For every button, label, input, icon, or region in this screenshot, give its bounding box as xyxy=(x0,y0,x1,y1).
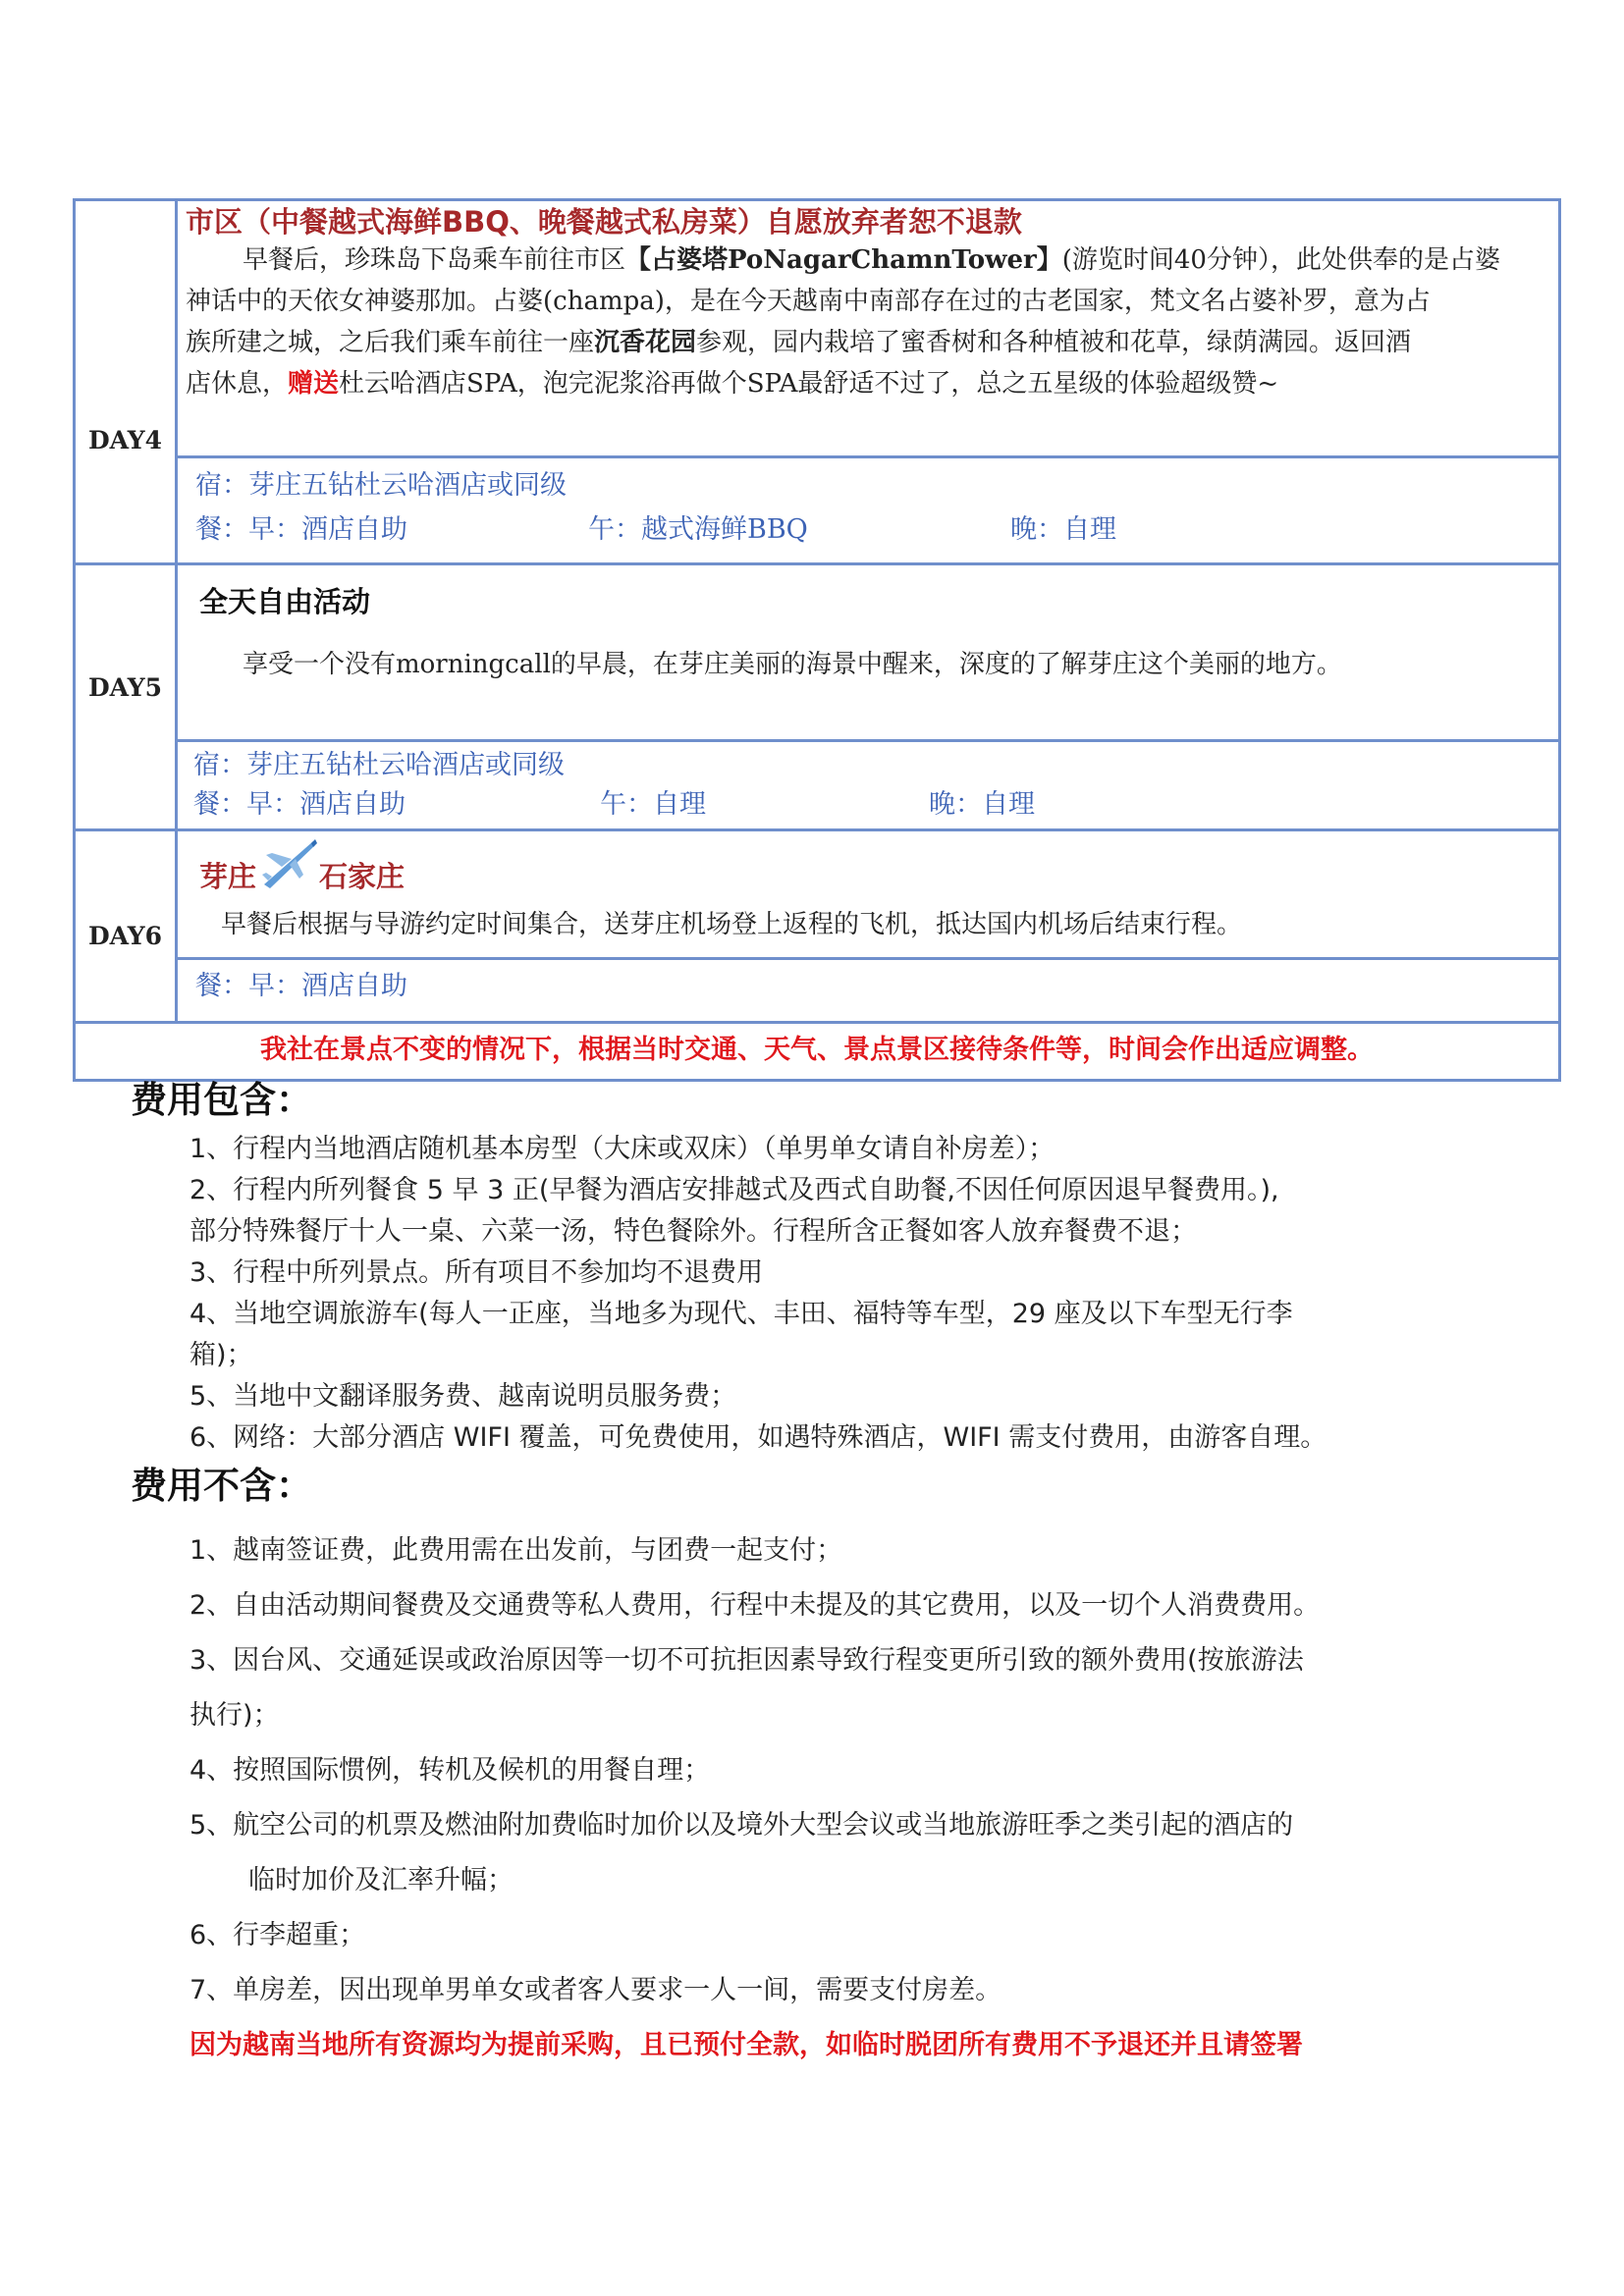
list-item: 3、因台风、交通延误或政治原因等一切不可抗拒因素导致行程变更所引致的额外费用(按旅游法 xyxy=(189,1645,1304,1676)
list-item: 1、行程内当地酒店随机基本房型（大床或双床）（单男单女请自补房差）； xyxy=(189,1134,1056,1164)
attraction-name: 【占婆塔PoNagarChamnTower】 xyxy=(625,245,1062,275)
paragraph-text: 族所建之城，之后我们乘车前往一座 xyxy=(186,328,595,357)
day-title: 全天自由活动 xyxy=(199,585,371,618)
accommodation-meals xyxy=(178,960,1558,1018)
attraction-name: 沉香花园 xyxy=(594,328,697,357)
itinerary-table xyxy=(73,198,1561,1082)
gift-label: 赠送 xyxy=(288,369,340,399)
paragraph-text: 早餐后根据与导游约定时间集合，送芽庄机场登上返程的飞机，抵达国内机场后结束行程。 xyxy=(221,910,1243,939)
itinerary-row-day6 xyxy=(76,831,1558,1024)
day-label: DAY5 xyxy=(76,565,178,828)
day-title: 市区（中餐越式海鲜BBQ、晚餐越式私房菜）自愿放弃者恕不退款 xyxy=(186,205,1022,239)
list-item: 6、行李超重； xyxy=(189,1920,366,1950)
list-item: 箱)； xyxy=(189,1340,253,1370)
paragraph-text: 享受一个没有morningcall的早晨，在芽庄美丽的海景中醒来，深度的了解芽庄这个美丽的地方。 xyxy=(243,650,1342,679)
fees-included-heading: 费用包含： xyxy=(131,1079,312,1121)
list-item: 部分特殊餐厅十人一桌、六菜一汤，特色餐除外。行程所含正餐如客人放弃餐费不退； xyxy=(189,1216,1197,1247)
accommodation-meals xyxy=(178,458,1558,560)
list-item: 执行)； xyxy=(189,1700,280,1731)
meal-breakfast: 餐：早：酒店自助 xyxy=(193,789,406,820)
list-item: 临时加价及汇率升幅； xyxy=(248,1865,514,1896)
hotel-info: 宿：芽庄五钻杜云哈酒店或同级 xyxy=(193,750,565,780)
meal-breakfast: 餐：早：酒店自助 xyxy=(195,971,407,1001)
meal-dinner: 晚：自理 xyxy=(1010,514,1116,545)
list-item: 6、网络：大部分酒店 WIFI 覆盖，可免费使用，如遇特殊酒店，WIFI 需支付费用，由游客自理。 xyxy=(189,1422,1327,1453)
day-label: DAY4 xyxy=(76,201,178,562)
hotel-info: 宿：芽庄五钻杜云哈酒店或同级 xyxy=(195,470,567,501)
list-item: 5、当地中文翻译服务费、越南说明员服务费； xyxy=(189,1381,737,1412)
day-description xyxy=(178,831,1558,960)
meal-dinner: 晚：自理 xyxy=(929,789,1035,820)
itinerary-row-day5 xyxy=(76,565,1558,831)
paragraph-text: 神话中的天依女神婆那加。占婆(champa)，是在今天越南中南部存在过的古老国家，梵文名占婆补罗，意为占 xyxy=(186,287,1431,316)
paragraph-text: 杜云哈酒店SPA，泡完泥浆浴再做个SPA最舒适不过了，总之五星级的体验超级赞~ xyxy=(339,369,1279,399)
route-from: 芽庄 xyxy=(199,860,257,893)
list-item: 5、航空公司的机票及燃油附加费临时加价以及境外大型会议或当地旅游旺季之类引起的酒店的 xyxy=(189,1810,1294,1841)
airplane-icon xyxy=(258,835,317,896)
route-title xyxy=(199,837,1558,896)
list-item: 4、按照国际惯例，转机及候机的用餐自理； xyxy=(189,1755,711,1786)
list-item: 7、单房差，因出现单男单女或者客人要求一人一间，需要支付房差。 xyxy=(189,1975,1002,2005)
refund-warning: 因为越南当地所有资源均为提前采购，且已预付全款，如临时脱团所有费用不予退还并且请签署 xyxy=(189,2030,1303,2060)
meal-lunch: 午：自理 xyxy=(600,789,706,820)
list-item: 1、越南签证费，此费用需在出发前，与团费一起支付； xyxy=(189,1535,843,1566)
paragraph-text: 早餐后，珍珠岛下岛乘车前往市区 xyxy=(243,245,626,275)
day-label: DAY6 xyxy=(76,831,178,1021)
paragraph-text: (游览时间40分钟），此处供奉的是占婆 xyxy=(1061,245,1500,275)
fees-excluded-heading: 费用不含： xyxy=(131,1465,312,1507)
adjustment-notice xyxy=(76,1024,1558,1079)
list-item: 4、当地空调旅游车(每人一正座，当地多为现代、丰田、福特等车型，29 座及以下车型无行李 xyxy=(189,1299,1293,1329)
list-item: 2、自由活动期间餐费及交通费等私人费用，行程中未提及的其它费用，以及一切个人消费费用。 xyxy=(189,1590,1321,1621)
notice-text: 我社在景点不变的情况下，根据当时交通、天气、景点景区接待条件等，时间会作出适应调整。 xyxy=(260,1035,1374,1065)
accommodation-meals xyxy=(178,742,1558,826)
list-item: 2、行程内所列餐食 5 早 3 正(早餐为酒店安排越式及西式自助餐,不因任何原因退早餐费用。), xyxy=(189,1175,1279,1205)
day-description xyxy=(178,565,1558,742)
paragraph-text: 参观，园内栽培了蜜香树和各种植被和花草，绿荫满园。返回酒 xyxy=(696,328,1412,357)
itinerary-row-day4 xyxy=(76,201,1558,565)
paragraph-text: 店休息， xyxy=(186,369,289,399)
list-item: 3、行程中所列景点。所有项目不参加均不退费用 xyxy=(189,1257,764,1288)
day-description xyxy=(178,201,1558,458)
fees-included-list xyxy=(189,1129,1326,1459)
route-to: 石家庄 xyxy=(319,860,406,893)
meal-lunch: 午：越式海鲜BBQ xyxy=(588,514,808,545)
meal-breakfast: 餐：早：酒店自助 xyxy=(195,514,407,545)
fees-excluded-list xyxy=(189,1523,1320,2073)
